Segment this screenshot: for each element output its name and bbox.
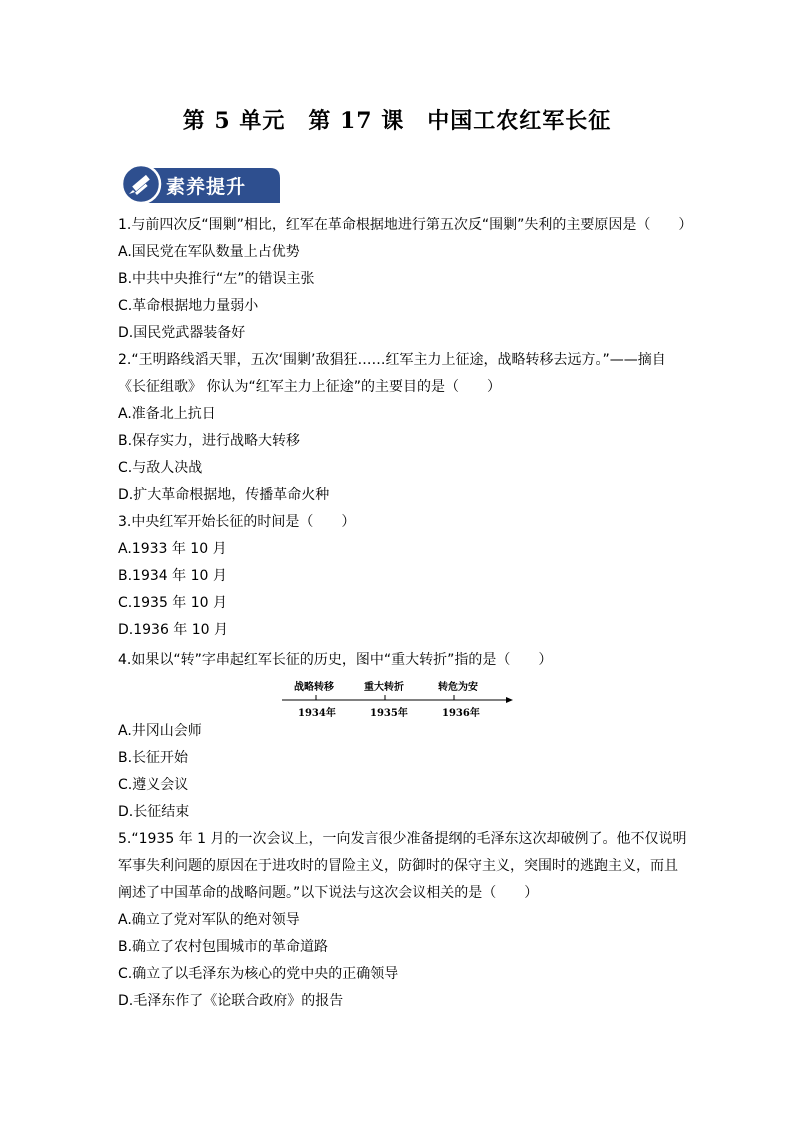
answer-option: C.革命根据地力量弱小 xyxy=(118,298,259,314)
answer-option: D.1936 年 10 月 xyxy=(118,622,229,638)
answer-option: B.中共中央推行“左”的错误主张 xyxy=(118,271,315,287)
timeline-year: 1935年 xyxy=(370,708,408,719)
answer-option: C.遵义会议 xyxy=(118,777,189,793)
answer-option: D.扩大革命根据地，传播革命火种 xyxy=(118,487,330,503)
answer-option: B.1934 年 10 月 xyxy=(118,568,227,584)
question-text: 军事失利问题的原因在于进攻时的冒险主义，防御时的保守主义，突围时的逃跑主义，而且 xyxy=(118,858,678,874)
timeline-figure xyxy=(282,678,514,718)
answer-option: C.1935 年 10 月 xyxy=(118,595,228,611)
section-label: 素养提升 xyxy=(166,176,247,198)
question-text: 《长征组歌》 你认为“红军主力上征途”的主要目的是（ ） xyxy=(118,379,501,395)
timeline-year: 1934年 xyxy=(298,708,336,719)
answer-option: A.国民党在军队数量上占优势 xyxy=(118,244,300,260)
answer-option: C.与敌人决战 xyxy=(118,460,203,476)
question-text: 3.中央红军开始长征的时间是（ ） xyxy=(118,514,356,530)
answer-option: A.准备北上抗日 xyxy=(118,406,216,422)
question-text: 1.与前四次反“围剿”相比，红军在革命根据地进行第五次反“围剿”失利的主要原因是（ ） xyxy=(118,217,693,233)
answer-option: B.长征开始 xyxy=(118,750,189,766)
answer-option: A.井冈山会师 xyxy=(118,723,202,739)
question-text: 5.“1935 年 1 月的一次会议上，一向发言很少准备提纲的毛泽东这次却破例了。他不仅说明 xyxy=(118,831,687,847)
timeline-year: 1936年 xyxy=(442,708,480,719)
question-text: 阐述了中国革命的战略问题。”以下说法与这次会议相关的是（ ） xyxy=(118,885,539,901)
answer-option: A.确立了党对军队的绝对领导 xyxy=(118,912,300,928)
timeline-event: 重大转折 xyxy=(364,682,404,693)
question-text: 2.“王明路线滔天罪，五次‘围剿’敌猖狂……红军主力上征途，战略转移去远方。”——摘自 xyxy=(118,352,666,368)
question-text: 4.如果以“转”字串起红军长征的历史，图中“重大转折”指的是（ ） xyxy=(118,652,553,668)
page-title: 第 5 单元 第 17 课 中国工农红军长征 xyxy=(182,108,612,134)
timeline-event: 战略转移 xyxy=(294,682,334,693)
answer-option: B.保存实力，进行战略大转移 xyxy=(118,433,301,449)
answer-option: D.国民党武器装备好 xyxy=(118,325,246,341)
answer-option: A.1933 年 10 月 xyxy=(118,541,227,557)
timeline-event: 转危为安 xyxy=(438,682,478,693)
answer-option: B.确立了农村包围城市的革命道路 xyxy=(118,939,329,955)
answer-option: D.长征结束 xyxy=(118,804,190,820)
answer-option: D.毛泽东作了《论联合政府》的报告 xyxy=(118,993,344,1009)
answer-option: C.确立了以毛泽东为核心的党中央的正确领导 xyxy=(118,966,399,982)
